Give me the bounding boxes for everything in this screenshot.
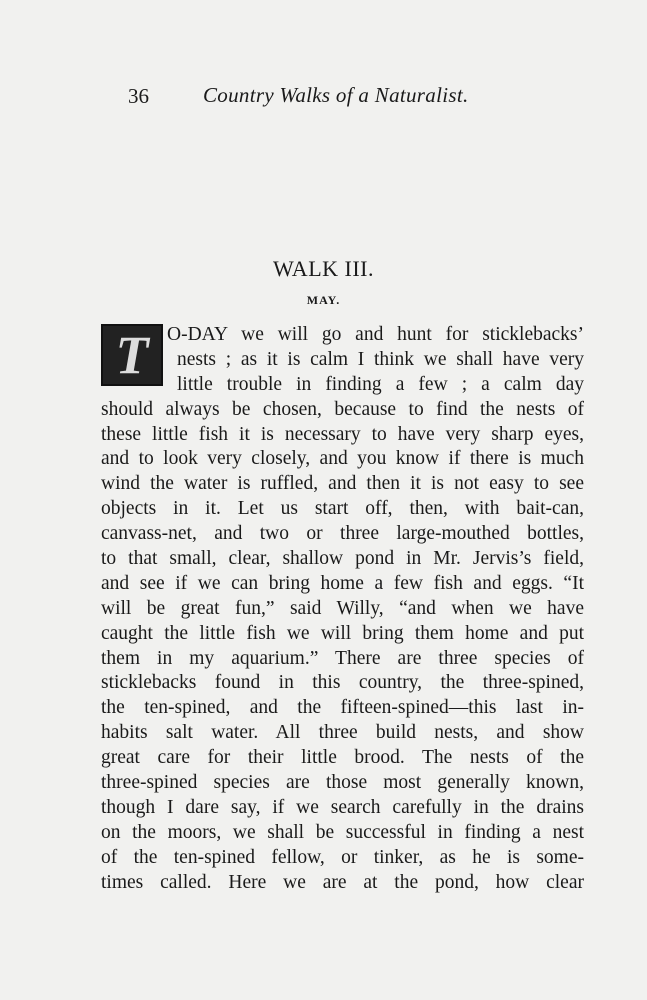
text-line: wind the water is ruffled, and then it is not easy to see [101,473,584,495]
text-line: nests ; as it is calm I think we shall have very [177,348,584,370]
text-line: the ten-spined, and the fifteen-spined—this last in- [101,697,584,719]
text-line: these little fish it is necessary to have very sharp eyes, [101,423,584,445]
text-line: caught the little fish we will bring them home and put [101,622,584,644]
text-line: of the ten-spined fellow, or tinker, as he is some- [101,846,584,868]
text-line: and to look very closely, and you know if there is much [101,448,584,470]
text-line: times called. Here we are at the pond, how clear [101,871,584,893]
text-line: them in my aquarium.” There are three species of [101,647,584,669]
text-line: on the moors, we shall be successful in finding a nest [101,821,584,843]
text-line: though I dare say, if we search carefully in the drains [101,796,584,818]
text-line: O-DAY we will go and hunt for sticklebacks’ [167,324,584,345]
chapter-title: WALK III. [272,256,375,281]
text-line: to that small, clear, shallow pond in Mr. Jervis’s field, [101,548,584,570]
text-line: should always be chosen, because to find the nests of [101,398,584,420]
text-line: canvass-net, and two or three large-mouthed bottles, [101,523,584,545]
text-line: sticklebacks found in this country, the three-spined, [101,672,584,694]
text-line: objects in it. Let us start off, then, with bait-can, [101,498,584,520]
text-line: great care for their little brood. The nests of the [101,747,584,769]
text-line: and see if we can bring home a few fish and eggs. “It [101,572,584,594]
text-line: little trouble in finding a few ; a calm day [177,373,584,395]
text-line: habits salt water. All three build nests, and show [101,722,584,744]
chapter-subtitle: MAY. [306,293,341,307]
drop-cap-letter: T [115,325,149,385]
page-number: 36 [128,84,149,108]
running-title: Country Walks of a Naturalist. [203,83,469,107]
text-line: will be great fun,” said Willy, “and when we have [101,597,584,619]
body-text [101,323,584,895]
text-line: three-spined species are those most generally known, [101,772,584,794]
